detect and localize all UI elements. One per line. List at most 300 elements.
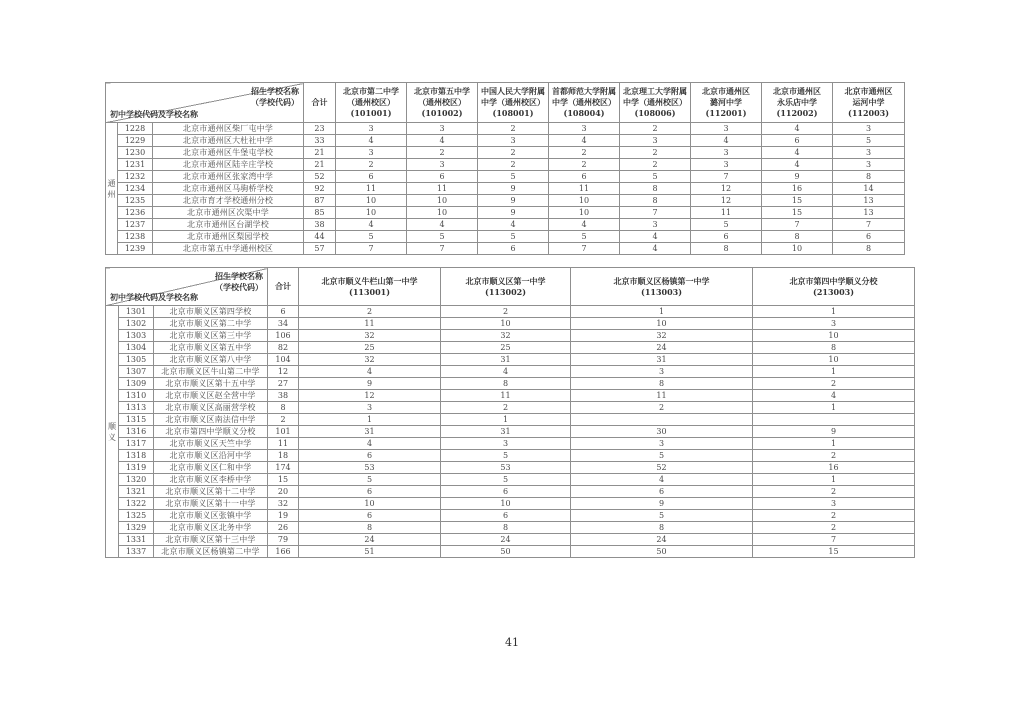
quota-value-cell: 50 <box>441 546 571 558</box>
header-row <box>106 83 905 123</box>
school-code-cell: 1303 <box>119 330 154 342</box>
school-code-cell: 1315 <box>119 414 154 426</box>
quota-value-cell: 2 <box>441 402 571 414</box>
school-code-cell: 1317 <box>119 438 154 450</box>
quota-value-cell: 3 <box>833 147 905 159</box>
school-name-cell: 北京市顺义区高丽营学校 <box>154 402 268 414</box>
quota-value-cell: 3 <box>753 498 915 510</box>
quota-value-cell: 4 <box>441 366 571 378</box>
school-code-cell: 1237 <box>118 219 153 231</box>
school-column-header <box>753 268 915 306</box>
school-header-line: 北京市顺义区杨镇第一中学 <box>613 275 710 286</box>
quota-value-cell: 11 <box>441 390 571 402</box>
corner-label-middle-school: 初中学校代码及学校名称 <box>110 292 198 302</box>
quota-value-cell: 4 <box>762 123 833 135</box>
table-row <box>106 342 915 354</box>
quota-value-cell: 6 <box>299 486 441 498</box>
quota-value-cell: 12 <box>691 183 762 195</box>
school-header-line: (108004) <box>563 108 605 118</box>
school-name-cell: 北京市通州区牛堡屯学校 <box>153 147 304 159</box>
quota-value-cell: 30 <box>571 426 753 438</box>
school-code-cell: 1302 <box>119 318 154 330</box>
school-name-cell: 北京市顺义区第五中学 <box>154 342 268 354</box>
quota-value-cell: 6 <box>691 231 762 243</box>
quota-value-cell: 11 <box>407 183 478 195</box>
school-name-cell: 北京市顺义区仁和中学 <box>154 462 268 474</box>
table-row <box>106 438 915 450</box>
school-code-cell: 1310 <box>119 390 154 402</box>
total-value-cell: 57 <box>304 243 336 255</box>
header-row <box>106 268 915 306</box>
school-header-line: 北京市第四中学顺义分校 <box>789 275 878 286</box>
school-header-line: 北京市通州区 <box>702 86 751 96</box>
school-code-cell: 1228 <box>118 123 153 135</box>
quota-value-cell: 7 <box>691 171 762 183</box>
quota-value-cell: 2 <box>753 378 915 390</box>
school-name-cell: 北京市顺义区第十三中学 <box>154 534 268 546</box>
school-code-cell: 1313 <box>119 402 154 414</box>
quota-value-cell: 3 <box>299 402 441 414</box>
school-header-line: (213003) <box>813 286 854 297</box>
quota-value-cell: 12 <box>299 390 441 402</box>
quota-value-cell: 1 <box>753 438 915 450</box>
quota-value-cell: 11 <box>549 183 620 195</box>
quota-value-cell: 32 <box>299 330 441 342</box>
quota-value-cell: 8 <box>833 243 905 255</box>
school-name-cell: 北京市顺义区赵全营中学 <box>154 390 268 402</box>
table-row <box>106 474 915 486</box>
table-row <box>106 354 915 366</box>
school-code-cell: 1301 <box>119 306 154 318</box>
table-row <box>106 450 915 462</box>
school-column-header <box>571 268 753 306</box>
quota-value-cell: 31 <box>441 354 571 366</box>
total-value-cell: 87 <box>304 195 336 207</box>
quota-value-cell: 4 <box>571 474 753 486</box>
quota-value-cell: 2 <box>620 123 691 135</box>
quota-value-cell: 13 <box>833 195 905 207</box>
quota-value-cell: 5 <box>336 231 407 243</box>
quota-value-cell: 9 <box>571 498 753 510</box>
quota-value-cell: 3 <box>753 318 915 330</box>
school-header-line: (112001) <box>705 108 747 118</box>
quota-value-cell: 7 <box>407 243 478 255</box>
total-value-cell: 52 <box>304 171 336 183</box>
total-value-cell: 82 <box>268 342 299 354</box>
total-value-cell: 38 <box>304 219 336 231</box>
total-value-cell: 174 <box>268 462 299 474</box>
school-name-cell: 北京市顺义区第十二中学 <box>154 486 268 498</box>
quota-value-cell: 5 <box>407 231 478 243</box>
shunyi-table <box>105 267 915 558</box>
school-name-cell: 北京市通州区台湖学校 <box>153 219 304 231</box>
district-group-label <box>106 123 118 255</box>
district-group-char: 义 <box>108 432 116 442</box>
quota-value-cell: 9 <box>753 426 915 438</box>
quota-value-cell: 3 <box>691 123 762 135</box>
quota-value-cell: 2 <box>441 306 571 318</box>
school-name-cell: 北京市顺义区第八中学 <box>154 354 268 366</box>
quota-value-cell: 3 <box>407 123 478 135</box>
quota-value-cell: 7 <box>336 243 407 255</box>
total-value-cell: 32 <box>268 498 299 510</box>
quota-value-cell: 4 <box>299 366 441 378</box>
quota-value-cell: 6 <box>407 171 478 183</box>
quota-value-cell: 10 <box>753 330 915 342</box>
quota-value-cell: 5 <box>691 219 762 231</box>
table-row <box>106 219 905 231</box>
school-column-header <box>299 268 441 306</box>
quota-value-cell: 8 <box>620 195 691 207</box>
quota-value-cell: 6 <box>762 135 833 147</box>
school-header-line: 潞河中学 <box>710 97 743 107</box>
total-value-cell: 92 <box>304 183 336 195</box>
school-code-cell: 1321 <box>119 486 154 498</box>
school-name-cell: 北京市通州区梨园学校 <box>153 231 304 243</box>
total-value-cell: 38 <box>268 390 299 402</box>
quota-value-cell: 16 <box>762 183 833 195</box>
quota-value-cell: 6 <box>571 486 753 498</box>
quota-value-cell: 3 <box>571 438 753 450</box>
quota-value-cell: 2 <box>478 123 549 135</box>
quota-value-cell: 2 <box>753 510 915 522</box>
table-row <box>106 510 915 522</box>
school-code-cell: 1232 <box>118 171 153 183</box>
quota-value-cell: 5 <box>620 171 691 183</box>
school-code-cell: 1319 <box>119 462 154 474</box>
total-column-header: 合计 <box>268 268 299 306</box>
quota-value-cell: 24 <box>441 534 571 546</box>
quota-value-cell: 14 <box>833 183 905 195</box>
quota-value-cell: 5 <box>833 135 905 147</box>
table-row <box>106 414 915 426</box>
quota-value-cell: 4 <box>762 159 833 171</box>
quota-value-cell: 3 <box>691 159 762 171</box>
quota-value-cell: 2 <box>407 147 478 159</box>
table-row <box>106 123 905 135</box>
quota-value-cell: 3 <box>407 159 478 171</box>
school-column-header <box>691 83 762 123</box>
quota-value-cell: 5 <box>549 231 620 243</box>
quota-value-cell: 10 <box>336 195 407 207</box>
quota-value-cell: 13 <box>833 207 905 219</box>
quota-value-cell: 25 <box>299 342 441 354</box>
quota-value-cell: 10 <box>407 207 478 219</box>
school-name-cell: 北京市育才学校通州分校 <box>153 195 304 207</box>
school-column-header <box>620 83 691 123</box>
quota-value-cell: 1 <box>299 414 441 426</box>
table-row <box>106 378 915 390</box>
total-value-cell: 106 <box>268 330 299 342</box>
total-value-cell: 2 <box>268 414 299 426</box>
quota-value-cell: 3 <box>833 123 905 135</box>
total-value-cell: 34 <box>268 318 299 330</box>
corner-label-middle-school: 初中学校代码及学校名称 <box>110 109 198 119</box>
school-code-cell: 1309 <box>119 378 154 390</box>
school-header-line: 北京市顺义牛栏山第一中学 <box>321 275 418 286</box>
quota-value-cell: 51 <box>299 546 441 558</box>
quota-value-cell: 8 <box>691 243 762 255</box>
school-header-line: (108006) <box>634 108 676 118</box>
quota-value-cell: 11 <box>691 207 762 219</box>
school-code-cell: 1230 <box>118 147 153 159</box>
quota-value-cell: 3 <box>571 366 753 378</box>
school-name-cell: 北京市第四中学顺义分校 <box>154 426 268 438</box>
quota-value-cell: 4 <box>407 135 478 147</box>
school-header-line: （通州校区） <box>347 97 396 107</box>
quota-value-cell: 6 <box>299 510 441 522</box>
school-code-cell: 1331 <box>119 534 154 546</box>
quota-value-cell: 9 <box>478 183 549 195</box>
quota-value-cell: 9 <box>478 207 549 219</box>
table-row <box>106 147 905 159</box>
school-column-header <box>478 83 549 123</box>
quota-value-cell: 3 <box>620 219 691 231</box>
school-name-cell: 北京市顺义区天竺中学 <box>154 438 268 450</box>
school-header-line: 北京理工大学附属 <box>623 86 688 96</box>
table-row <box>106 534 915 546</box>
school-name-cell: 北京市顺义区张镇中学 <box>154 510 268 522</box>
quota-value-cell: 52 <box>571 462 753 474</box>
table-row <box>106 390 915 402</box>
school-code-cell: 1234 <box>118 183 153 195</box>
quota-value-cell: 3 <box>549 123 620 135</box>
quota-value-cell: 10 <box>441 318 571 330</box>
corner-label-line: （学校代码） <box>215 282 264 292</box>
table-row <box>106 522 915 534</box>
table-row <box>106 486 915 498</box>
quota-value-cell: 32 <box>441 330 571 342</box>
total-value-cell: 21 <box>304 147 336 159</box>
quota-value-cell: 10 <box>571 318 753 330</box>
corner-label-school-name <box>251 86 299 108</box>
quota-value-cell <box>753 414 915 426</box>
table-row <box>106 330 915 342</box>
quota-value-cell: 8 <box>441 378 571 390</box>
quota-value-cell: 1 <box>571 306 753 318</box>
quota-value-cell: 9 <box>478 195 549 207</box>
school-column-header <box>441 268 571 306</box>
quota-value-cell: 2 <box>336 159 407 171</box>
quota-value-cell: 53 <box>299 462 441 474</box>
quota-value-cell: 24 <box>299 534 441 546</box>
quota-value-cell: 2 <box>549 147 620 159</box>
quota-value-cell: 3 <box>336 123 407 135</box>
total-value-cell: 6 <box>268 306 299 318</box>
school-header-line: 北京市通州区 <box>844 86 893 96</box>
quota-value-cell: 8 <box>762 231 833 243</box>
total-value-cell: 104 <box>268 354 299 366</box>
quota-value-cell: 24 <box>571 534 753 546</box>
quota-value-cell: 2 <box>753 486 915 498</box>
table-row <box>106 546 915 558</box>
quota-value-cell: 3 <box>833 159 905 171</box>
total-value-cell: 15 <box>268 474 299 486</box>
total-value-cell: 101 <box>268 426 299 438</box>
quota-value-cell: 6 <box>299 450 441 462</box>
table-row <box>106 159 905 171</box>
quota-value-cell: 6 <box>549 171 620 183</box>
school-name-cell: 北京市通州区次渠中学 <box>153 207 304 219</box>
quota-value-cell: 3 <box>691 147 762 159</box>
quota-value-cell: 4 <box>549 219 620 231</box>
school-header-line: 中学（通州校区） <box>623 97 688 107</box>
total-value-cell: 20 <box>268 486 299 498</box>
school-column-header <box>407 83 478 123</box>
quota-value-cell: 4 <box>407 219 478 231</box>
quota-value-cell: 10 <box>549 207 620 219</box>
table-row <box>106 207 905 219</box>
quota-value-cell: 8 <box>441 522 571 534</box>
total-value-cell: 79 <box>268 534 299 546</box>
school-name-cell: 北京市通州区陆辛庄学校 <box>153 159 304 171</box>
quota-value-cell: 2 <box>753 450 915 462</box>
corner-label-school-name <box>215 271 263 293</box>
quota-value-cell: 4 <box>620 243 691 255</box>
school-header-line: 永乐店中学 <box>777 97 818 107</box>
table-row <box>106 243 905 255</box>
school-header-line: (112002) <box>776 108 818 118</box>
quota-value-cell: 6 <box>441 486 571 498</box>
quota-value-cell: 5 <box>478 171 549 183</box>
quota-value-cell: 3 <box>336 147 407 159</box>
page-number: 41 <box>505 636 519 649</box>
quota-value-cell: 4 <box>691 135 762 147</box>
table-row <box>106 366 915 378</box>
quota-value-cell: 2 <box>549 159 620 171</box>
table-row <box>106 231 905 243</box>
school-name-cell: 北京市顺义区北务中学 <box>154 522 268 534</box>
district-group-label <box>106 306 119 558</box>
school-header-line: 北京市第五中学 <box>414 86 471 96</box>
quota-value-cell: 11 <box>571 390 753 402</box>
quota-value-cell: 10 <box>549 195 620 207</box>
school-code-cell: 1235 <box>118 195 153 207</box>
quota-value-cell: 4 <box>620 231 691 243</box>
school-code-cell: 1304 <box>119 342 154 354</box>
quota-value-cell: 2 <box>478 147 549 159</box>
school-code-cell: 1229 <box>118 135 153 147</box>
table-row <box>106 402 915 414</box>
quota-value-cell: 4 <box>762 147 833 159</box>
table-row <box>106 318 915 330</box>
total-value-cell: 166 <box>268 546 299 558</box>
school-code-cell: 1238 <box>118 231 153 243</box>
school-code-cell: 1307 <box>119 366 154 378</box>
school-header-line: (112003) <box>848 108 889 118</box>
quota-value-cell: 1 <box>753 402 915 414</box>
total-column-header: 合计 <box>304 83 336 123</box>
school-name-cell: 北京市顺义区第四学校 <box>154 306 268 318</box>
quota-value-cell: 7 <box>549 243 620 255</box>
quota-value-cell: 11 <box>299 318 441 330</box>
quota-value-cell: 2 <box>571 402 753 414</box>
school-column-header <box>336 83 407 123</box>
quota-value-cell: 31 <box>571 354 753 366</box>
quota-value-cell <box>571 414 753 426</box>
total-value-cell: 27 <box>268 378 299 390</box>
school-name-cell: 北京市通州区柴厂屯中学 <box>153 123 304 135</box>
total-value-cell: 11 <box>268 438 299 450</box>
table-row <box>106 183 905 195</box>
quota-value-cell: 1 <box>753 366 915 378</box>
quota-value-cell: 2 <box>620 159 691 171</box>
quota-value-cell: 8 <box>571 378 753 390</box>
quota-value-cell: 4 <box>336 135 407 147</box>
school-header-line: 首都师范大学附属 <box>552 86 617 96</box>
table-row <box>106 426 915 438</box>
school-code-cell: 1325 <box>119 510 154 522</box>
school-header-line: 运河中学 <box>852 97 885 107</box>
quota-value-cell: 15 <box>762 195 833 207</box>
quota-value-cell: 5 <box>478 231 549 243</box>
quota-value-cell: 3 <box>620 135 691 147</box>
tongzhou-table <box>105 82 905 255</box>
quota-value-cell: 24 <box>571 342 753 354</box>
school-name-cell: 北京市通州区大杜社中学 <box>153 135 304 147</box>
quota-value-cell: 8 <box>571 522 753 534</box>
quota-value-cell: 7 <box>762 219 833 231</box>
quota-value-cell: 2 <box>753 522 915 534</box>
quota-value-cell: 2 <box>620 147 691 159</box>
district-group-char: 州 <box>107 189 116 199</box>
school-name-cell: 北京市顺义区杨镇第二中学 <box>154 546 268 558</box>
school-header-line: 中国人民大学附属 <box>481 86 546 96</box>
quota-value-cell: 53 <box>441 462 571 474</box>
school-column-header <box>762 83 833 123</box>
quota-value-cell: 1 <box>441 414 571 426</box>
quota-value-cell: 4 <box>478 219 549 231</box>
table-row <box>106 195 905 207</box>
quota-value-cell: 9 <box>299 378 441 390</box>
quota-value-cell: 12 <box>691 195 762 207</box>
quota-value-cell: 10 <box>407 195 478 207</box>
school-code-cell: 1329 <box>119 522 154 534</box>
total-value-cell: 85 <box>304 207 336 219</box>
school-column-header <box>833 83 905 123</box>
school-code-cell: 1239 <box>118 243 153 255</box>
school-code-cell: 1305 <box>119 354 154 366</box>
quota-value-cell: 32 <box>299 354 441 366</box>
quota-value-cell: 7 <box>833 219 905 231</box>
school-name-cell: 北京市顺义区第二中学 <box>154 318 268 330</box>
school-header-line: (113001) <box>349 286 390 297</box>
total-value-cell: 8 <box>268 402 299 414</box>
quota-value-cell: 3 <box>441 438 571 450</box>
school-code-cell: 1337 <box>119 546 154 558</box>
total-value-cell: 12 <box>268 366 299 378</box>
school-header-line: (113003) <box>641 286 682 297</box>
table-row <box>106 498 915 510</box>
school-header-line: (108001) <box>492 108 534 118</box>
school-header-line: 北京市通州区 <box>773 86 822 96</box>
school-name-cell: 北京市顺义区第十一中学 <box>154 498 268 510</box>
school-name-cell: 北京市通州区马驹桥学校 <box>153 183 304 195</box>
quota-value-cell: 31 <box>299 426 441 438</box>
total-value-cell: 19 <box>268 510 299 522</box>
school-header-line: 中学（通州校区） <box>552 97 617 107</box>
quota-value-cell: 10 <box>441 498 571 510</box>
school-name-cell: 北京市第五中学通州校区 <box>153 243 304 255</box>
school-name-cell: 北京市通州区张家湾中学 <box>153 171 304 183</box>
school-code-cell: 1320 <box>119 474 154 486</box>
quota-value-cell: 6 <box>833 231 905 243</box>
school-header-line: (101002) <box>421 108 463 118</box>
school-header-line: (113002) <box>485 286 526 297</box>
corner-label-line: 招生学校名称 <box>215 271 264 281</box>
quota-value-cell: 1 <box>753 474 915 486</box>
total-value-cell: 33 <box>304 135 336 147</box>
